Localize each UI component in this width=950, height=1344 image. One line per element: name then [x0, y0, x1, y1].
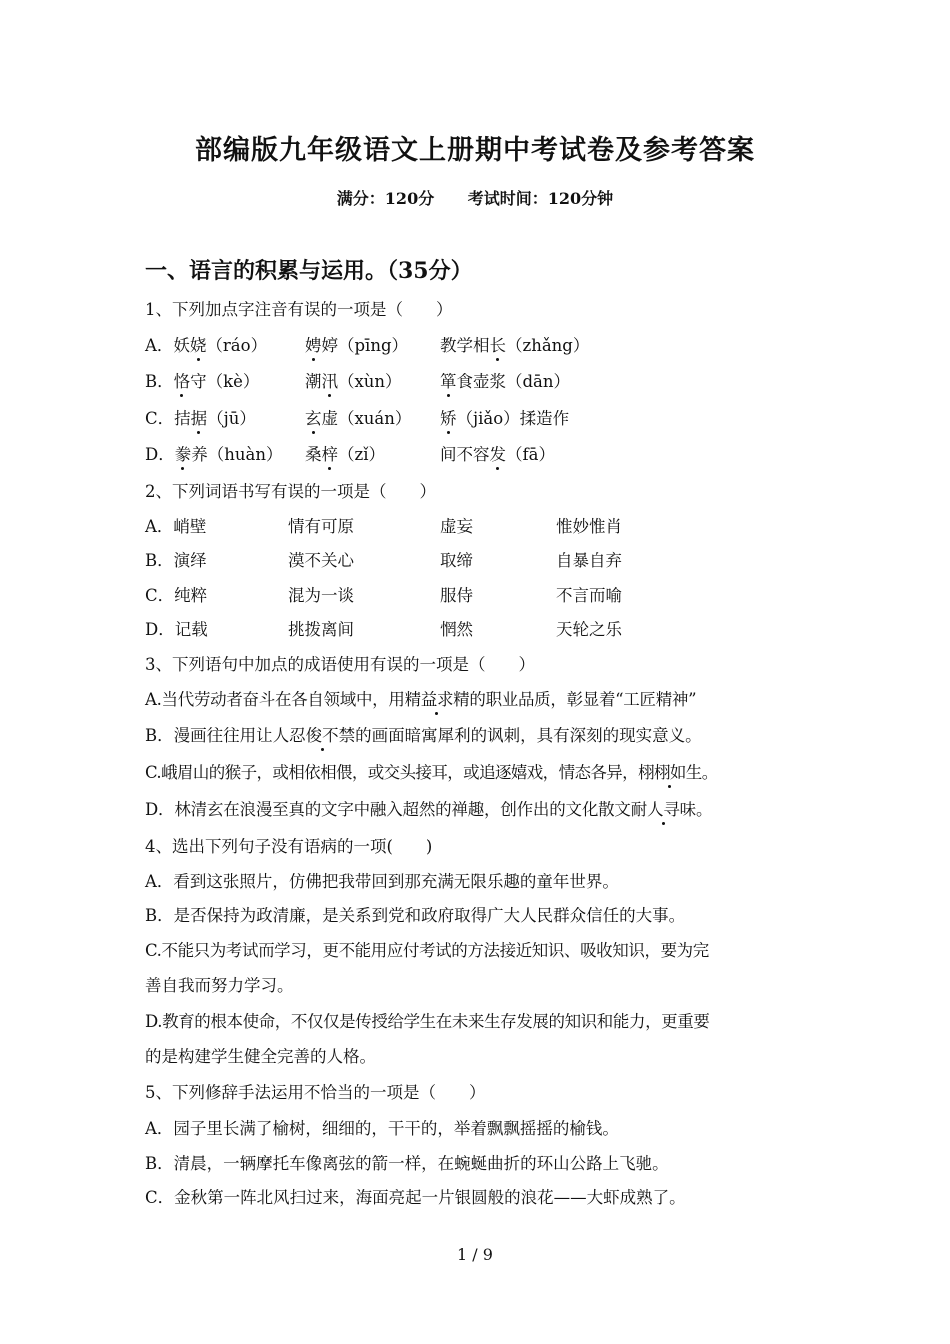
q5-stem: 5、下列修辞手法运用不恰当的一项是（ ）: [145, 1083, 486, 1102]
dotted-idiom: 耐人寻味: [631, 796, 696, 820]
q2-d-word3: 惘然: [440, 620, 473, 639]
q2-d-word2: 挑拨离间: [288, 620, 354, 639]
dotted-char: 发: [490, 441, 507, 465]
dotted-char: 豢: [175, 441, 192, 465]
exam-info: [0, 186, 950, 209]
q2-c-word1: C．纯粹: [145, 586, 208, 605]
q3-option-c: C.峨眉山的猴子，或相依相偎，或交头接耳，或追逐嬉戏，情态各异，栩栩如生。: [145, 759, 718, 783]
q3-option-b: B．漫画往往用让人忍俊不禁的画面暗寓犀利的讽刺，具有深刻的现实意义。: [145, 722, 702, 746]
dotted-char: 矫: [440, 405, 457, 429]
q1-option-d-word2: 桑梓（zǐ）: [305, 441, 385, 465]
q1-option-d-word3: 间不容发（fā）: [440, 441, 555, 465]
dotted-idiom: 精益求精: [405, 686, 470, 710]
q2-d-word1: D．记载: [145, 620, 208, 639]
q5-option-c: C．金秋第一阵北风扫过来，海面亮起一片银圆般的浪花——大虾成熟了。: [145, 1188, 686, 1207]
page-number: 1 / 9: [457, 1245, 493, 1264]
dotted-char: 恪: [174, 368, 191, 392]
q3-stem: 3、下列语句中加点的成语使用有误的一项是（ ）: [145, 655, 535, 674]
dotted-char: 玄: [305, 405, 322, 429]
q4-option-b: B．是否保持为政清廉，是关系到党和政府取得广大人民群众信任的大事。: [145, 906, 686, 925]
q4-option-c-line2: 善自我而努力学习。: [145, 976, 294, 995]
section-heading: 一、语言的积累与运用。（35分）: [145, 258, 473, 284]
q2-b-word4: 自暴自弃: [556, 551, 622, 570]
q2-b-word3: 取缔: [440, 551, 473, 570]
q2-c-word4: 不言而喻: [556, 586, 622, 605]
dotted-char: 据: [191, 405, 208, 429]
q3-option-d: D．林清玄在浪漫至真的文字中融入超然的禅趣，创作出的文化散文耐人寻味。: [145, 796, 712, 820]
dotted-char: 汛: [322, 368, 339, 392]
exam-time: 考试时间：120分钟: [467, 189, 614, 208]
q5-option-b: B．清晨，一辆摩托车像离弦的箭一样，在蜿蜒曲折的环山公路上飞驰。: [145, 1154, 669, 1173]
q2-a-word1: A．峭壁: [145, 517, 207, 536]
q4-option-a: A．看到这张照片，仿佛把我带回到那充满无限乐趣的童年世界。: [145, 872, 619, 891]
q1-option-c-word2: 玄虚（xuán）: [305, 405, 411, 429]
q2-b-word2: 漠不关心: [288, 551, 354, 570]
q2-c-word2: 混为一谈: [288, 586, 354, 605]
q1-option-c-word3: 矫（jiǎo）揉造作: [440, 405, 569, 429]
q2-a-word4: 惟妙惟肖: [556, 517, 622, 536]
dotted-idiom: 忍俊不禁: [289, 722, 355, 746]
q2-a-word2: 情有可原: [288, 517, 354, 536]
dotted-char: 娉: [305, 332, 322, 356]
q5-option-a: A．园子里长满了榆树，细细的，干干的，举着飘飘摇摇的榆钱。: [145, 1119, 619, 1138]
dotted-idiom: 栩栩如生: [638, 759, 702, 783]
q3-option-a: A.当代劳动者奋斗在各自领域中，用精益求精的职业品质，彰显着“工匠精神”: [145, 686, 696, 710]
full-score: 满分：120分: [336, 189, 435, 208]
q4-option-c-line1: C.不能只为考试而学习，更不能用应付考试的方法接近知识、吸收知识，要为完: [145, 941, 709, 960]
q4-stem: 4、选出下列句子没有语病的一项( ): [145, 837, 433, 856]
q2-d-word4: 天轮之乐: [556, 620, 622, 639]
q4-option-d-line2: 的是构建学生健全完善的人格。: [145, 1047, 376, 1066]
q1-stem: 1、下列加点字注音有误的一项是（ ）: [145, 300, 453, 319]
q1-option-b-word2: 潮汛（xùn）: [305, 368, 402, 392]
q2-a-word3: 虚妄: [440, 517, 473, 536]
dotted-char: 娆: [190, 332, 207, 356]
q1-option-d: D．豢养（huàn）: [145, 441, 282, 465]
page-title: 部编版九年级语文上册期中考试卷及参考答案: [195, 135, 755, 166]
q1-option-b: B．恪守（kè）: [145, 368, 259, 392]
q1-option-a-word3: 教学相长（zhǎng）: [440, 332, 589, 356]
q1-option-b-word3: 箪食壶浆（dān）: [440, 368, 570, 392]
q2-b-word1: B．演绎: [145, 551, 207, 570]
q2-c-word3: 服侍: [440, 586, 473, 605]
q1-option-c: C．拮据（jū）: [145, 405, 256, 429]
q1-option-a: A．妖娆（ráo）: [145, 332, 267, 356]
q1-option-a-word2: 娉婷（pīng）: [305, 332, 408, 356]
q2-stem: 2、下列词语书写有误的一项是（ ）: [145, 482, 436, 501]
dotted-char: 箪: [440, 368, 457, 392]
q4-option-d-line1: D.教育的根本使命，不仅仅是传授给学生在未来生存发展的知识和能力，更重要: [145, 1012, 710, 1031]
dotted-char: 长: [490, 332, 507, 356]
dotted-char: 梓: [322, 441, 339, 465]
